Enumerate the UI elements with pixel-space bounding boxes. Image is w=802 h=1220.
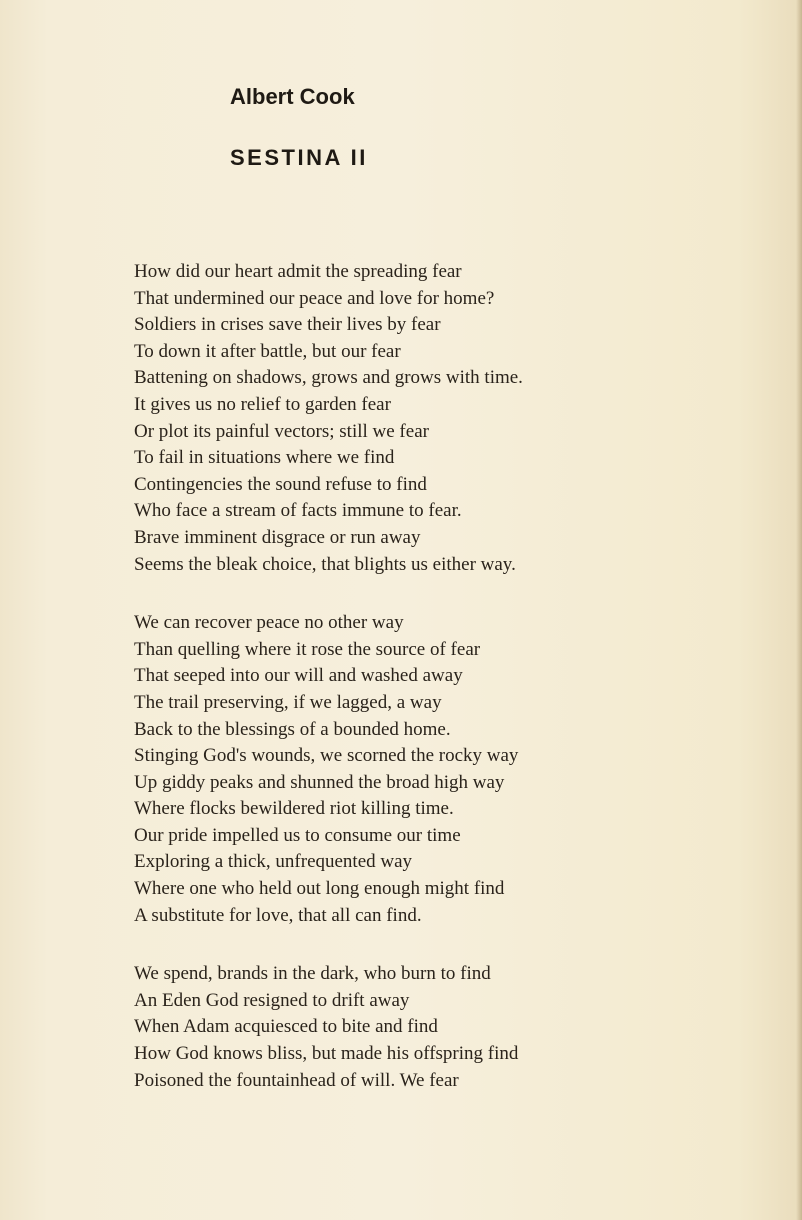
author-name: Albert Cook [230,84,355,109]
page-edge-shadow [796,0,802,1220]
poem-line: Up giddy peaks and shunned the broad high way [134,771,505,793]
poem-line: That seeped into our will and washed away [134,665,463,687]
poem-line: It gives us no relief to garden fear [134,393,391,415]
poem-line: How God knows bliss, but made his offspring find [134,1043,519,1065]
poem-line: A substitute for love, that all can find. [134,904,422,926]
poem-line: Our pride impelled us to consume our time [134,824,461,846]
poem-body [134,259,754,1126]
poem-line: When Adam acquiesced to bite and find [134,1016,438,1038]
poem-line: Than quelling where it rose the source of fear [134,638,481,660]
poem-line: Back to the blessings of a bounded home. [134,718,451,740]
poem-line: Or plot its painful vectors; still we fear [134,420,429,442]
poem-line: We can recover peace no other way [134,612,404,634]
poem-line: Contingencies the sound refuse to find [134,473,427,495]
stanza-1 [134,259,754,578]
poem-line: Seems the bleak choice, that blights us either way. [134,553,516,575]
poem-line: Brave imminent disgrace or run away [134,526,421,548]
poem-line: Poisoned the fountainhead of will. We fear [134,1069,459,1091]
poem-line: The trail preserving, if we lagged, a way [134,691,442,713]
poem-line: Stinging God's wounds, we scorned the rocky way [134,745,519,767]
poem-line: Where flocks bewildered riot killing time. [134,798,454,820]
poem-line: An Eden God resigned to drift away [134,989,410,1011]
poem-line: We spend, brands in the dark, who burn to find [134,963,491,985]
poem-line: Where one who held out long enough might find [134,878,505,900]
stanza-3 [134,961,754,1094]
poem-line: Battening on shadows, grows and grows with time. [134,367,523,389]
poem-line: How did our heart admit the spreading fear [134,261,462,282]
poem-line: Soldiers in crises save their lives by fear [134,314,441,336]
poem-line: Exploring a thick, unfrequented way [134,851,413,873]
poem-line: That undermined our peace and love for home? [134,287,495,309]
poem-line: To down it after battle, but our fear [134,340,401,362]
stanza-2 [134,610,754,929]
poem-line: Who face a stream of facts immune to fear. [134,500,462,522]
poem-line: To fail in situations where we find [134,447,395,469]
poem-title: SESTINA II [230,145,368,170]
